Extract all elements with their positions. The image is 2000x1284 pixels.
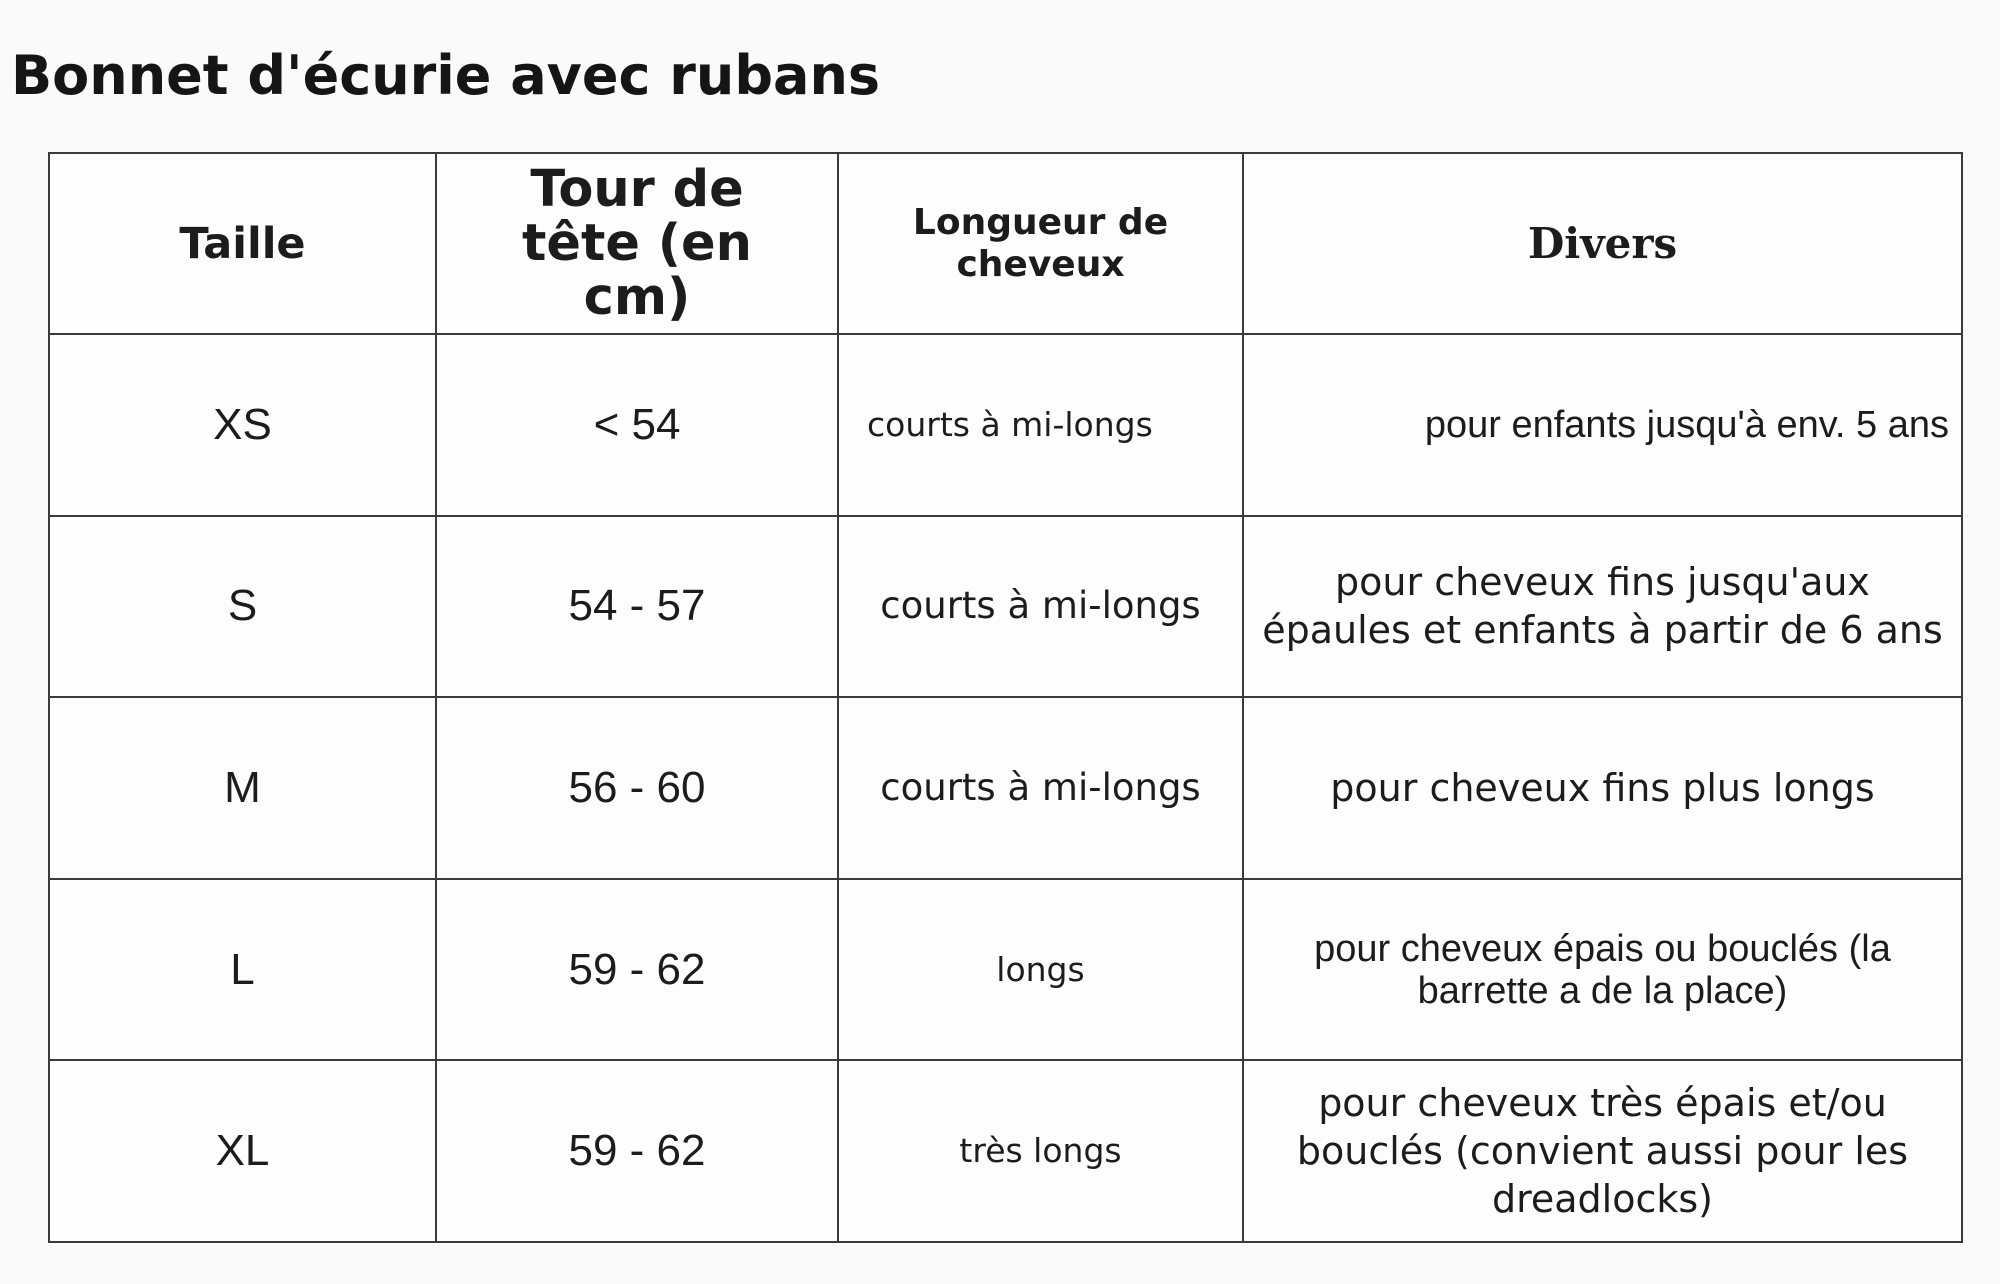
- size-value: XS: [213, 399, 272, 449]
- misc-value: pour enfants jusqu'à env. 5 ans: [1424, 403, 1949, 446]
- header-head-circumference-label: Tour de tête (en cm): [522, 159, 752, 327]
- hair-length-cell: [838, 1060, 1243, 1242]
- size-cell: [49, 516, 436, 698]
- header-size: [49, 153, 436, 334]
- head-circumference-value: < 54: [593, 399, 681, 449]
- head-circumference-cell: [436, 697, 838, 879]
- hair-length-cell: [838, 697, 1243, 879]
- head-circumference-value: 59 - 62: [568, 944, 706, 994]
- misc-cell: [1243, 697, 1962, 879]
- size-value: M: [224, 762, 261, 812]
- hair-length-value: courts à mi-longs: [867, 404, 1153, 444]
- head-circumference-value: 56 - 60: [568, 762, 706, 812]
- hair-length-value: longs: [996, 949, 1085, 989]
- size-cell: [49, 879, 436, 1061]
- misc-cell: [1243, 334, 1962, 516]
- misc-value: pour cheveux épais ou bouclés (la barrette a de la place): [1314, 927, 1891, 1012]
- size-chart-table: [48, 152, 1963, 1243]
- header-head-circumference: [436, 153, 838, 334]
- header-hair-length-label: Longueur de cheveux: [912, 201, 1169, 285]
- table-row: [49, 879, 1962, 1061]
- head-circumference-cell: [436, 1060, 838, 1242]
- size-value: XL: [215, 1126, 270, 1176]
- misc-cell: [1243, 879, 1962, 1061]
- size-value: S: [227, 581, 258, 631]
- size-cell: [49, 697, 436, 879]
- misc-value: pour cheveux très épais et/ou bouclés (convient aussi pour les dreadlocks): [1296, 1081, 1909, 1222]
- head-circumference-cell: [436, 516, 838, 698]
- hair-length-value: courts à mi-longs: [880, 584, 1201, 628]
- size-value: L: [230, 944, 255, 994]
- header-size-label: Taille: [179, 218, 306, 269]
- head-circumference-value: 59 - 62: [568, 1126, 706, 1176]
- table-row: [49, 334, 1962, 516]
- header-misc: [1243, 153, 1962, 334]
- head-circumference-value: 54 - 57: [568, 581, 706, 631]
- misc-cell: [1243, 1060, 1962, 1242]
- hair-length-cell: [838, 879, 1243, 1061]
- head-circumference-cell: [436, 879, 838, 1061]
- header-hair-length: [838, 153, 1243, 334]
- size-cell: [49, 1060, 436, 1242]
- table-row: [49, 1060, 1962, 1242]
- size-cell: [49, 334, 436, 516]
- misc-cell: [1243, 516, 1962, 698]
- table-header-row: [49, 153, 1962, 334]
- hair-length-value: très longs: [959, 1131, 1122, 1171]
- table-row: [49, 697, 1962, 879]
- head-circumference-cell: [436, 334, 838, 516]
- hair-length-value: courts à mi-longs: [880, 765, 1201, 809]
- hair-length-cell: [838, 334, 1243, 516]
- page-title: Bonnet d'écurie avec rubans: [11, 44, 881, 107]
- hair-length-cell: [838, 516, 1243, 698]
- header-misc-label: Divers: [1527, 218, 1678, 268]
- table-row: [49, 516, 1962, 698]
- misc-value: pour cheveux fins plus longs: [1330, 765, 1875, 810]
- misc-value: pour cheveux fins jusqu'aux épaules et enfants à partir de 6 ans: [1262, 560, 1943, 653]
